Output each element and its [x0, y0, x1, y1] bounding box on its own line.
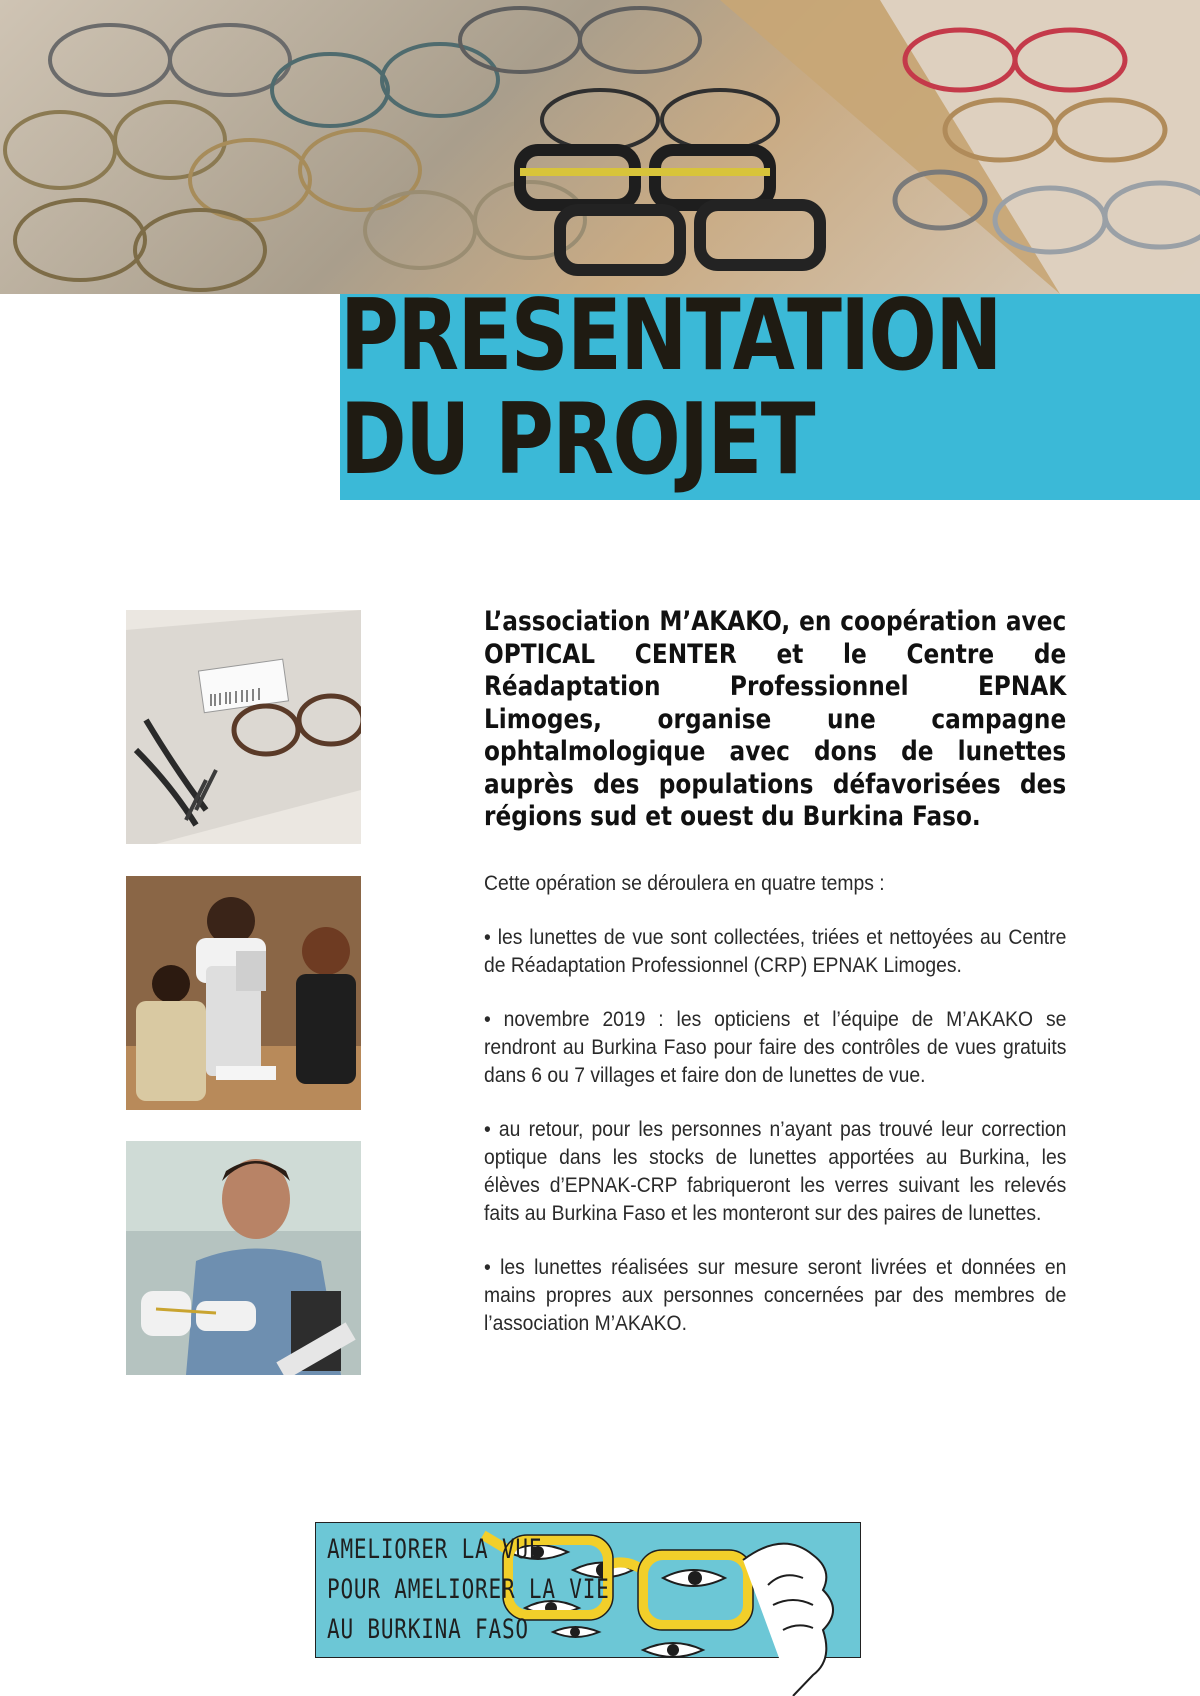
title-line-2: DU PROJET — [340, 383, 814, 497]
slogan-text — [327, 1530, 610, 1650]
intro-paragraph: L’association M’AKAKO, en coopération avec OPTICAL CENTER et le Centre de Réadaptation Professionnel EPNAK Limoges, organise une campagne ophtalmologique avec dons de lunettes auprès des populations défavorisées des régions sud et ouest du Burkina Faso. — [484, 606, 1067, 832]
lead-paragraph: Cette opération se déroulera en quatre temps : — [484, 871, 885, 895]
slogan-line-2: POUR AMELIORER LA VIE — [327, 1574, 610, 1605]
body-text — [484, 606, 1066, 1364]
slogan-line-1: AMELIORER LA VUE — [327, 1534, 543, 1565]
header-photo — [0, 0, 1200, 294]
step-4-paragraph: • les lunettes réalisées sur mesure seront livrées et données en mains propres aux personnes concernées par des membres de l’association M’AKAKO. — [484, 1255, 1067, 1335]
step-1-paragraph: • les lunettes de vue sont collectées, triées et nettoyées au Centre de Réadaptation Professionnel (CRP) EPNAK Limoges. — [484, 925, 1067, 977]
optician-at-work-photo — [126, 1141, 361, 1375]
title-line-1: PRESENTATION — [340, 279, 1001, 393]
step-2-paragraph: • novembre 2019 : les opticiens et l’équipe de M’AKAKO se rendront au Burkina Faso pour faire des contrôles de vues gratuits dans 6 ou 7 villages et faire don de lunettes de vue. — [484, 1007, 1067, 1087]
page-title — [340, 279, 1001, 497]
glasses-pile-illustration — [0, 0, 1200, 294]
slogan-illustration — [313, 1510, 883, 1696]
glasses-in-bags-photo — [126, 610, 361, 844]
slogan-line-3: AU BURKINA FASO — [327, 1614, 529, 1645]
step-3-paragraph: • au retour, pour les personnes n’ayant pas trouvé leur correction optique dans les stocks de lunettes apportées au Burkina, les élèves d’EPNAK-CRP fabriqueront les verres suivant les relevés faits au Burkina Faso et les monteront sur des paires de lunettes. — [484, 1117, 1067, 1225]
eye-exam-photo — [126, 876, 361, 1110]
